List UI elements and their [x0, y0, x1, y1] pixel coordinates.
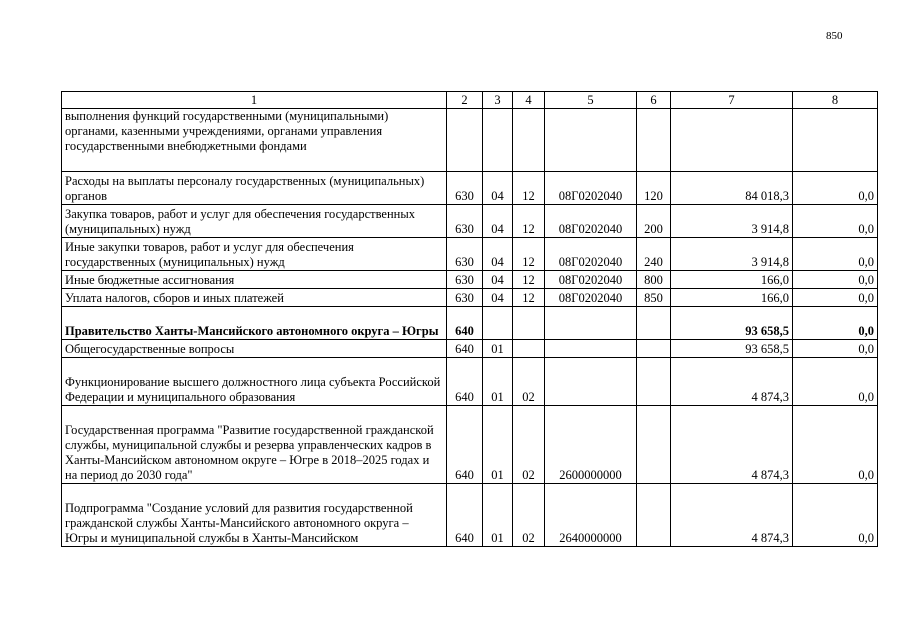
header-row — [62, 92, 878, 109]
cell-subsection: 02 — [513, 358, 545, 406]
cell-subsection — [513, 307, 545, 340]
cell-section: 04 — [483, 172, 513, 205]
cell-expense-type: 800 — [637, 271, 671, 289]
cell-target-article — [545, 307, 637, 340]
cell-subsection: 02 — [513, 406, 545, 484]
cell-amount-secondary: 0,0 — [793, 289, 878, 307]
cell-amount-secondary — [793, 109, 878, 172]
cell-expense-type: 850 — [637, 289, 671, 307]
cell-section — [483, 307, 513, 340]
cell-expense-type — [637, 307, 671, 340]
cell-ministry-code: 640 — [447, 307, 483, 340]
table-row — [62, 406, 878, 484]
cell-target-article: 08Г0202040 — [545, 238, 637, 271]
cell-ministry-code: 640 — [447, 340, 483, 358]
cell-subsection — [513, 340, 545, 358]
row-description: Расходы на выплаты персоналу государственных (муниципальных) органов — [62, 172, 447, 205]
row-description: Иные бюджетные ассигнования — [62, 271, 447, 289]
cell-subsection: 12 — [513, 205, 545, 238]
cell-section: 01 — [483, 358, 513, 406]
table-row — [62, 358, 878, 406]
cell-target-article — [545, 340, 637, 358]
row-description: Функционирование высшего должностного лица субъекта Российской Федерации и муниципального образования — [62, 358, 447, 406]
cell-section — [483, 109, 513, 172]
cell-amount — [671, 109, 793, 172]
cell-target-article: 08Г0202040 — [545, 172, 637, 205]
cell-section: 04 — [483, 238, 513, 271]
table-row — [62, 289, 878, 307]
cell-amount: 4 874,3 — [671, 484, 793, 547]
cell-amount-secondary: 0,0 — [793, 307, 878, 340]
cell-target-article: 2640000000 — [545, 484, 637, 547]
cell-ministry-code: 640 — [447, 484, 483, 547]
cell-ministry-code: 630 — [447, 172, 483, 205]
cell-amount: 93 658,5 — [671, 340, 793, 358]
cell-expense-type: 200 — [637, 205, 671, 238]
cell-amount: 93 658,5 — [671, 307, 793, 340]
cell-section: 04 — [483, 205, 513, 238]
cell-ministry-code: 630 — [447, 205, 483, 238]
column-header: 5 — [545, 92, 637, 109]
cell-target-article — [545, 109, 637, 172]
cell-target-article: 08Г0202040 — [545, 205, 637, 238]
cell-amount: 84 018,3 — [671, 172, 793, 205]
cell-section: 01 — [483, 406, 513, 484]
cell-amount-secondary: 0,0 — [793, 238, 878, 271]
row-description: Закупка товаров, работ и услуг для обеспечения государственных (муниципальных) нужд — [62, 205, 447, 238]
cell-target-article — [545, 358, 637, 406]
column-header: 4 — [513, 92, 545, 109]
table-row — [62, 271, 878, 289]
cell-target-article: 08Г0202040 — [545, 289, 637, 307]
column-header: 3 — [483, 92, 513, 109]
cell-expense-type — [637, 484, 671, 547]
cell-ministry-code: 640 — [447, 406, 483, 484]
cell-ministry-code: 630 — [447, 271, 483, 289]
cell-subsection: 12 — [513, 271, 545, 289]
cell-amount: 166,0 — [671, 289, 793, 307]
row-description: выполнения функций государственными (муниципальными) органами, казенными учреждениями, органами управления государственными внебюджетными фондами — [62, 109, 447, 172]
cell-amount-secondary: 0,0 — [793, 358, 878, 406]
cell-section: 04 — [483, 289, 513, 307]
row-description: Иные закупки товаров, работ и услуг для обеспечения государственных (муниципальных) нужд — [62, 238, 447, 271]
cell-target-article: 2600000000 — [545, 406, 637, 484]
cell-subsection — [513, 109, 545, 172]
column-header: 6 — [637, 92, 671, 109]
cell-subsection: 12 — [513, 289, 545, 307]
column-header: 7 — [671, 92, 793, 109]
column-header: 1 — [62, 92, 447, 109]
cell-amount-secondary: 0,0 — [793, 205, 878, 238]
cell-amount: 4 874,3 — [671, 406, 793, 484]
cell-section: 01 — [483, 340, 513, 358]
table-row — [62, 238, 878, 271]
table-row — [62, 307, 878, 340]
cell-amount-secondary: 0,0 — [793, 484, 878, 547]
cell-section: 01 — [483, 484, 513, 547]
row-description: Общегосударственные вопросы — [62, 340, 447, 358]
column-header: 8 — [793, 92, 878, 109]
cell-section: 04 — [483, 271, 513, 289]
cell-ministry-code: 640 — [447, 358, 483, 406]
row-description: Подпрограмма "Создание условий для развития государственной гражданской службы Ханты-Мансийского автономного округа – Югры и муниципальной службы в Ханты-Мансийском — [62, 484, 447, 547]
row-description: Государственная программа "Развитие государственной гражданской службы, муниципальной службы и резерва управленческих кадров в Ханты-Мансийском автономном округе – Югре в 2018–2025 годах и на период до 2030 года" — [62, 406, 447, 484]
table-row — [62, 172, 878, 205]
cell-amount-secondary: 0,0 — [793, 406, 878, 484]
cell-expense-type — [637, 340, 671, 358]
page-number: 850 — [826, 30, 843, 42]
cell-subsection: 12 — [513, 172, 545, 205]
cell-amount: 4 874,3 — [671, 358, 793, 406]
table-row — [62, 340, 878, 358]
cell-amount-secondary: 0,0 — [793, 172, 878, 205]
cell-subsection: 02 — [513, 484, 545, 547]
budget-table — [61, 91, 878, 547]
cell-amount: 166,0 — [671, 271, 793, 289]
table-row — [62, 109, 878, 172]
table-row — [62, 205, 878, 238]
cell-expense-type — [637, 358, 671, 406]
row-description: Уплата налогов, сборов и иных платежей — [62, 289, 447, 307]
cell-ministry-code: 630 — [447, 238, 483, 271]
row-description: Правительство Ханты-Мансийского автономного округа – Югры — [62, 307, 447, 340]
cell-amount-secondary: 0,0 — [793, 340, 878, 358]
cell-amount-secondary: 0,0 — [793, 271, 878, 289]
cell-subsection: 12 — [513, 238, 545, 271]
cell-expense-type: 120 — [637, 172, 671, 205]
cell-expense-type — [637, 406, 671, 484]
cell-expense-type: 240 — [637, 238, 671, 271]
cell-amount: 3 914,8 — [671, 238, 793, 271]
cell-ministry-code — [447, 109, 483, 172]
column-header: 2 — [447, 92, 483, 109]
cell-ministry-code: 630 — [447, 289, 483, 307]
cell-target-article: 08Г0202040 — [545, 271, 637, 289]
cell-amount: 3 914,8 — [671, 205, 793, 238]
table-row — [62, 484, 878, 547]
cell-expense-type — [637, 109, 671, 172]
